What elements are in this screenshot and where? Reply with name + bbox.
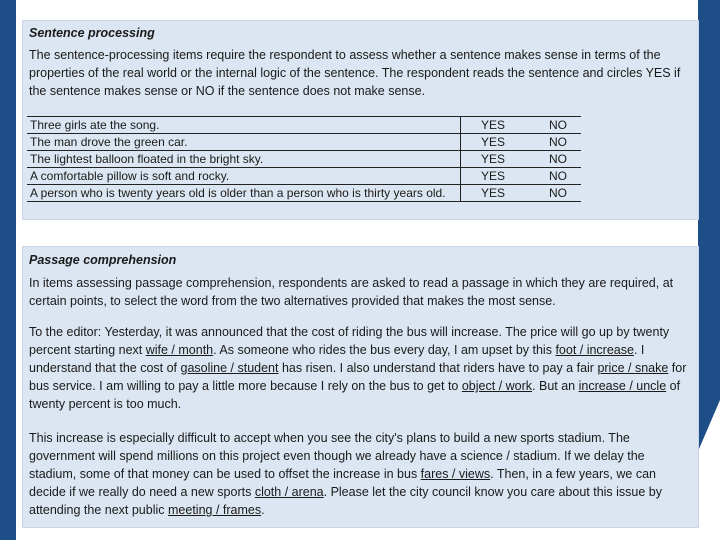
choice-pair[interactable]: gasoline / student: [180, 361, 279, 375]
passage-text: . But an: [532, 379, 579, 393]
table-row: [27, 185, 581, 202]
sentence-cell: Three girls ate the song.: [27, 117, 461, 134]
passage-comprehension-title: Passage comprehension: [29, 253, 177, 267]
sentence-cell: The lightest balloon floated in the bright sky.: [27, 151, 461, 168]
table-row: [27, 117, 581, 134]
no-option: NO: [541, 185, 581, 202]
passage-paragraph-2: [29, 429, 688, 519]
passage-text: To the editor: Yesterday, it was announced that the cost of riding the bus will increase. The price will go up by twenty percent starting next: [29, 325, 670, 357]
passage-comprehension-intro: In items assessing passage comprehension, respondents are asked to read a passage in which they are required, at certain points, to select the word from the two alternatives provided that makes the most sense.: [29, 276, 674, 308]
yes-option: YES: [461, 168, 542, 185]
passage-text: . I understand that the cost of: [29, 343, 645, 375]
left-blue-band: [0, 0, 16, 540]
passage-text: of twenty percent is too much.: [29, 379, 681, 411]
choice-pair[interactable]: object / work: [461, 379, 533, 393]
passage-paragraph-1: [29, 323, 688, 413]
choice-pair[interactable]: price / snake: [597, 361, 669, 375]
passage-text: . Please let the city council know you care about this issue by attending the next public: [29, 485, 662, 517]
no-option: NO: [541, 134, 581, 151]
no-option: NO: [541, 151, 581, 168]
choice-pair[interactable]: cloth / arena: [254, 485, 324, 499]
sentence-items-table: [27, 116, 581, 202]
yes-option: YES: [461, 117, 542, 134]
sentence-processing-intro: The sentence-processing items require the respondent to assess whether a sentence makes sense in terms of the properties of the real world or the internal logic of the sentence. The respondent reads the sentence and circles YES if the sentence makes sense or NO if the sentence does not make sense.: [29, 48, 681, 98]
passage-text: has risen. I also understand that riders have to pay a fair: [278, 361, 598, 375]
table-row: [27, 168, 581, 185]
no-option: NO: [541, 168, 581, 185]
choice-pair[interactable]: meeting / frames: [168, 503, 262, 517]
choice-pair[interactable]: wife / month: [145, 343, 214, 357]
passage-text: . Then, in a few years, we can decide if we really do need a new sports: [29, 467, 656, 499]
sentence-cell: The man drove the green car.: [27, 134, 461, 151]
choice-pair[interactable]: fares / views: [420, 467, 491, 481]
choice-pair[interactable]: increase / uncle: [578, 379, 667, 393]
yes-option: YES: [461, 151, 542, 168]
passage-text: .: [261, 503, 265, 517]
passage-text: This increase is especially difficult to accept when you see the city's plans to build a new sports stadium. The government will spend millions on this project even though we already have a science / stadium. If we delay the stadium, some of that money can be used to offset the increase in bus: [29, 431, 645, 481]
yes-option: YES: [461, 185, 542, 202]
passage-comprehension-box: [22, 246, 699, 528]
table-row: [27, 151, 581, 168]
table-row: [27, 134, 581, 151]
yes-option: YES: [461, 134, 542, 151]
passage-text: for bus service. I am willing to pay a little more because I rely on the bus to get to: [29, 361, 687, 393]
passage-text: . As someone who rides the bus every day, I am upset by this: [213, 343, 556, 357]
no-option: NO: [541, 117, 581, 134]
sentence-processing-box: [22, 20, 699, 220]
choice-pair[interactable]: foot / increase: [555, 343, 634, 357]
sentence-cell: A comfortable pillow is soft and rocky.: [27, 168, 461, 185]
sentence-processing-title: Sentence processing: [29, 26, 155, 40]
sentence-cell: A person who is twenty years old is older than a person who is thirty years old.: [27, 185, 461, 202]
